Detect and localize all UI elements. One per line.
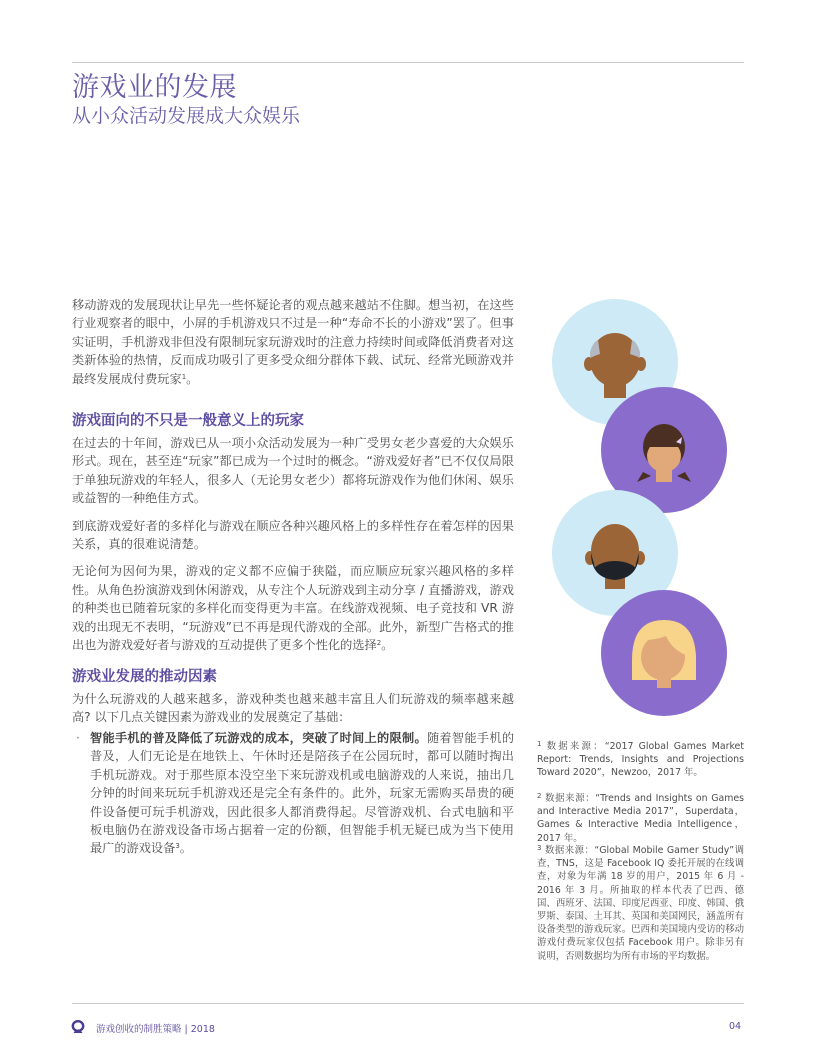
intro-paragraph: 移动游戏的发展现状让早先一些怀疑论者的观点越来越站不住脚。想当初，在这些行业观察者的眼中，小屏的手机游戏只不过是一种“寿命不长的小游戏”罢了。但事实证明，手机游戏非但没有限制玩家玩游戏时的注意力持续时间或降低消费者对这类新体验的热情，反而成功吸引了更多受众细分群体下载、试玩、经常光顾游戏并最终发展成付费玩家$^1$。 [72, 298, 514, 386]
footnote-1: $^1$ 数据来源：“2017 Global Games Market Report: Trends, Insights and Projections Toward 2020”，Newzoo，2017 年。 [537, 740, 744, 779]
blonde-woman-avatar-icon [601, 590, 727, 716]
bottom-divider [72, 1003, 744, 1004]
footnote-ref-1[interactable]: 1 [181, 372, 187, 381]
paragraph: 无论何为因何为果，游戏的定义都不应偏于狭隘，而应顺应玩家兴趣风格的多样性。从角色扮演游戏到休闲游戏，从专注个人玩游戏到主动分享 / 直播游戏，游戏的种类也已随着玩家的多样化而变得更为丰富。在线游戏视频、电子竞技和 VR 游戏的出现无不表明，“玩游戏”已不再是现代游戏的全部。此外，新型广告格式的推出也为游戏爱好者与游戏的互动提供了更多个性化的选择$^2$。 [72, 564, 514, 653]
player-avatars-illustration [540, 290, 740, 730]
footnote-2: $^2$ 数据来源：“Trends and Insights on Games and Interactive Media 2017”，Superdata，Games & Interactive Media Intelligence，2017 年。 [537, 792, 744, 844]
bullet-text: 智能手机的普及降低了玩游戏的成本，突破了时间上的限制。随着智能手机的普及，人们无论是在地铁上、午休时还是陪孩子在公园玩时，都可以随时掏出手机玩游戏。对于那些原本没空坐下来玩游戏机或电脑游戏的人来说，抽出几分钟的时间来玩玩手机游戏还是完全有条件的。此外，玩家无需购买昂贵的硬件设备便可玩手机游戏，因此很多人都消费得起。尽管游戏机、台式电脑和平板电脑仍在游戏设备市场占据着一定的份额，但智能手机无疑已成为当下使用最广的游戏设备$^3$。 [90, 731, 515, 856]
footnote-ref-3[interactable]: 3 [175, 842, 180, 851]
bullet-item-smartphones [76, 729, 515, 858]
top-divider [72, 62, 744, 63]
paragraph: 到底游戏爱好者的多样化与游戏在顺应各种兴趣风格上的多样性存在着怎样的因果关系，真的很难说清楚。 [72, 518, 514, 552]
footnote-3: $^3$ 数据来源：“Global Mobile Gamer Study”调查，TNS，这是 Facebook IQ 委托开展的在线调查，对象为年满 18 岁的用户，2015 年 6 月 - 2016 年 3 月。所抽取的样本代表了巴西、德国、西班牙、法国、印度尼西亚、印度、韩国、俄罗斯、泰国、土耳其、英国和美国网民，涵盖所有设备类型的游戏玩家。巴西和美国境内受访的移动游戏付费玩家仅包括 Facebook 用户。除非另有说明，否则数据均为所有市场的平均数据。 [537, 844, 744, 962]
page-number: 04 [729, 1021, 742, 1032]
paragraph: 为什么玩游戏的人越来越多，游戏种类也越来越丰富且人们玩游戏的频率越来越高? 以下几点关键因素为游戏业的发展奠定了基础： [72, 692, 514, 725]
facebook-iq-logo-icon [70, 1019, 86, 1035]
page-title: 游戏业的发展 [72, 72, 237, 103]
paragraph: 在过去的十年间，游戏已从一项小众活动发展为一种广受男女老少喜爱的大众娱乐形式。现在，甚至连“玩家”都已成为一个过时的概念。“游戏爱好者”已不仅仅局限于单独玩游戏的年轻人，很多人（无论男女老少）都将玩游戏作为他们休闲、娱乐或益智的一种绝佳方式。 [72, 436, 514, 506]
section-heading-drivers: 游戏业发展的推动因素 [72, 669, 217, 685]
footnote-ref-2[interactable]: 2 [376, 639, 382, 648]
section-drivers [72, 667, 514, 727]
intro-block [72, 296, 514, 388]
page-subtitle: 从小众活动发展成大众娱乐 [72, 105, 301, 127]
section-audience [72, 411, 514, 654]
footer-publication: 游戏创收的制胜策略 | 2018 [96, 1024, 215, 1035]
section-heading-audience: 游戏面向的不只是一般意义上的玩家 [72, 413, 304, 429]
bullet-marker: · [76, 731, 80, 745]
